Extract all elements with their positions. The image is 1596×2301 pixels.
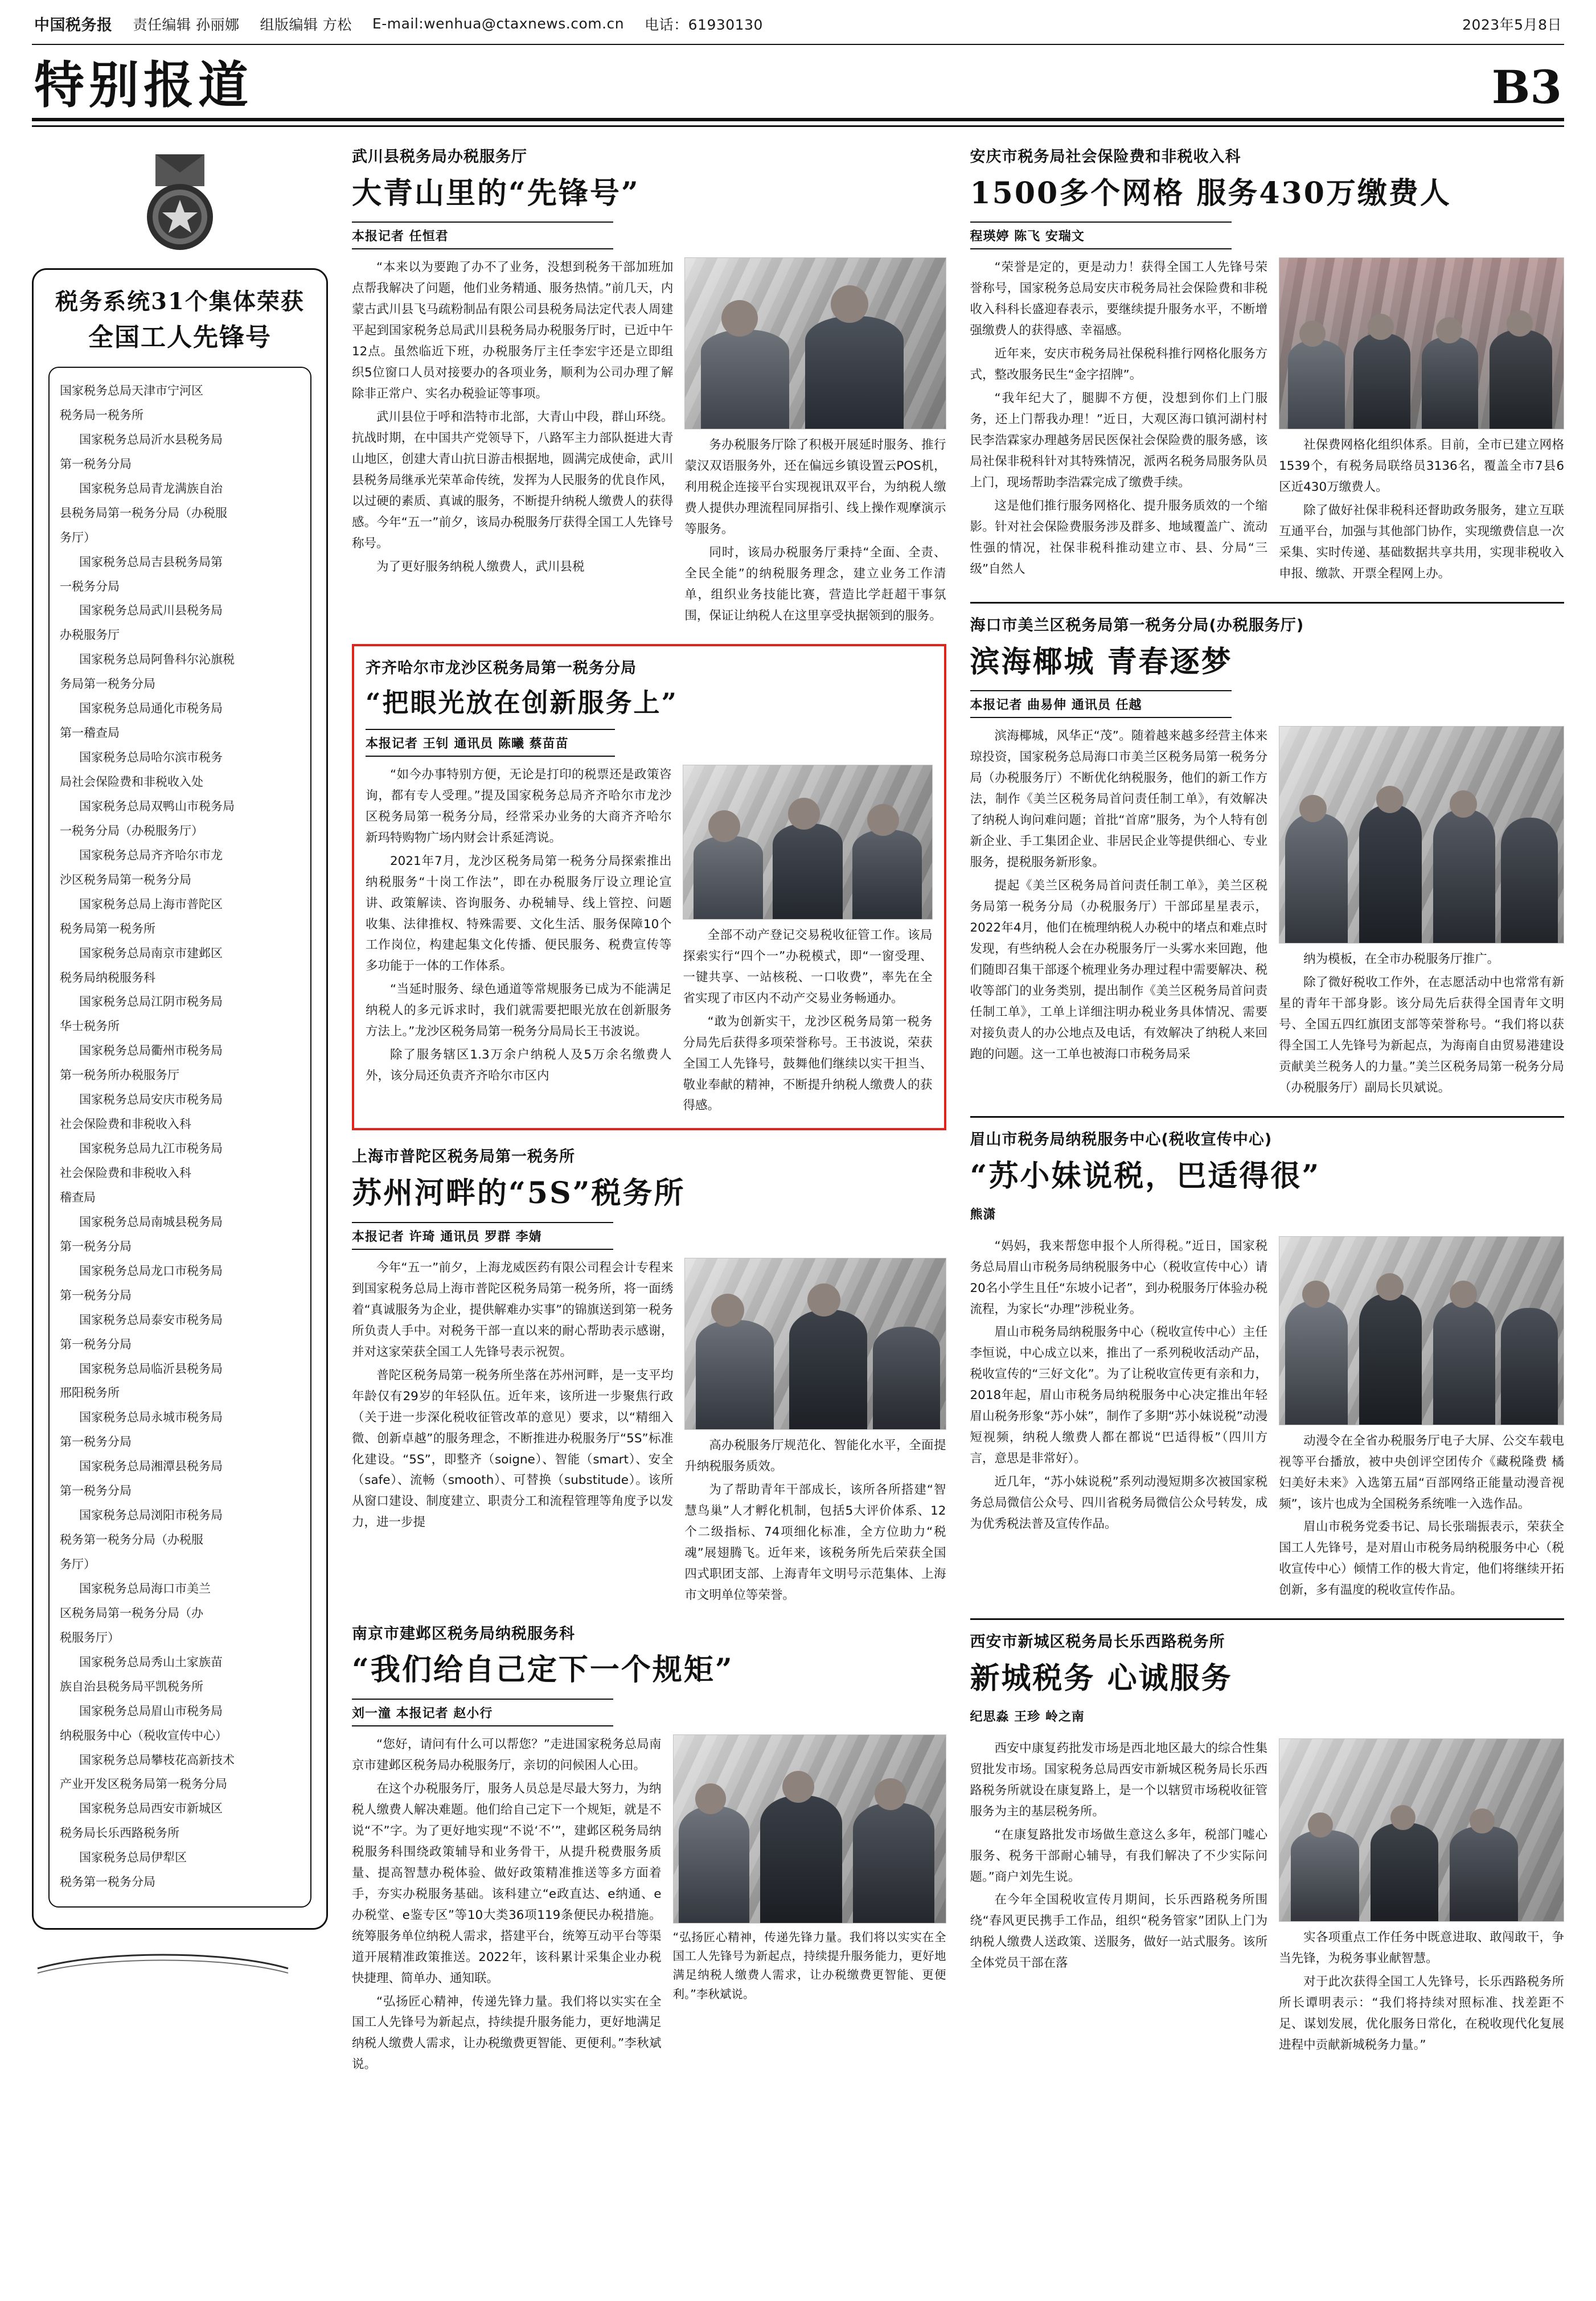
article-photo <box>673 1734 946 1923</box>
article-photo <box>1279 726 1564 944</box>
article-headline: 苏州河畔的“5S”税务所 <box>352 1176 686 1211</box>
article-kicker: 安庆市税务局社会保险费和非税收入科 <box>970 148 1241 166</box>
email-address: E-mail:wenhua@ctaxnews.com.cn <box>372 15 625 32</box>
paragraph: “您好，请问有什么可以帮您？”走进国家税务总局南京市建邺区税务局办税服务厅，亲切的问候困人心田。 <box>352 1737 662 1773</box>
article-meishan <box>970 1129 1565 1603</box>
article-body-with-photo <box>366 765 933 1119</box>
list-item: 社会保险费和非税收入科 <box>60 1166 191 1180</box>
paragraph: “妈妈，我来帮您申报个人所得税。”近日，国家税务总局眉山市税务局纳税服务中心（税收宣传中心）请20名小学生且任“东坡小记者”，到办税服务厅体验办税流程，为家长“办理”涉税业务。 <box>970 1238 1268 1316</box>
article-headline: “把眼光放在创新服务上” <box>366 687 678 718</box>
article-body-right <box>1279 949 1564 1099</box>
article-byline: 本报记者 许琦 通讯员 罗群 李婧 <box>352 1222 613 1250</box>
paragraph: “荣誉是定的，更是动力！获得全国工人先锋号荣誉称号，国家税务总局安庆市税务局社会保险费和非税收入科科长盛迎春表示，要继续提升服务水平，不断增强缴费人的获得感、幸福感。 <box>970 260 1268 338</box>
list-item: 国家税务总局沂水县税务局 <box>79 432 223 446</box>
page-number: B3 <box>1491 60 1562 114</box>
list-item: 第一税务分局 <box>60 1239 132 1253</box>
list-item: 税务局纳税服务科 <box>60 970 155 985</box>
article-nanjing <box>352 1623 946 2078</box>
list-item: 国家税务总局临沂县税务局 <box>79 1361 223 1376</box>
article-body-right <box>683 925 932 1117</box>
article-photo <box>684 1258 946 1430</box>
list-item: 族自治县税务局平凯税务所 <box>60 1679 203 1693</box>
list-item: 务厅） <box>60 530 96 544</box>
article-byline: 刘一潼 本报记者 赵小行 <box>352 1699 613 1726</box>
article-shanghai <box>352 1146 946 1608</box>
section-title: 特别报道 <box>34 55 253 114</box>
list-item: 第一税务分局 <box>60 457 132 471</box>
honor-roll-title <box>48 285 311 356</box>
list-item: 国家税务总局浏阳市税务局 <box>79 1508 223 1523</box>
paragraph: 实各项重点工作任务中既意进取、敢闯敢干，争当先锋，为税务事业献智慧。 <box>1279 1930 1564 1966</box>
article-body-right <box>1279 435 1564 585</box>
list-item: 务局第一税务分局 <box>60 677 155 691</box>
list-item: 国家税务总局永城市税务局 <box>79 1410 223 1425</box>
paragraph: 近几年，“苏小妹说税”系列动漫短期多次被国家税务总局微信公众号、四川省税务局微信公众号转发，成为优秀税法普及宣传作品。 <box>970 1475 1268 1532</box>
article-qiqihaer <box>352 644 946 1130</box>
article-xian <box>970 1631 1565 2058</box>
paragraph: 动漫令在全省办税服务厅电子大屏、公交车载电视等平台播放，被中央创评空团传介《藏税隆费 橘妇美好未来》入选第五届“百部网络正能量动漫音视频”，该片也成为全国税务系统唯一入选作品。 <box>1279 1433 1564 1511</box>
paragraph: 眉山市税务局纳税服务中心（税收宣传中心）主任李恒说，中心成立以来，推出了一系列税收活动产品，税收宣传的“三好文化”。为了让税收宣传更有亲和力，2018年起，眉山市税务局纳税服务中心决定推出年轻眉山税务形象“苏小妹”，制作了多期“苏小妹说税”动漫短视频，纳税人缴费人都在都说“巴适得板”（四川方言，意思是非常好）。 <box>970 1325 1268 1466</box>
article-body-right <box>684 435 946 627</box>
list-item: 税务第一税务分局 <box>60 1875 155 1889</box>
article-byline: 本报记者 王钊 通讯员 陈曦 蔡苗苗 <box>366 729 615 757</box>
article-body-with-photo <box>352 1258 946 1609</box>
list-item: 国家税务总局湘潭县税务局 <box>79 1459 223 1474</box>
article-photo <box>1279 1738 1564 1922</box>
layout-editor: 组版编辑 方松 <box>260 16 352 33</box>
paragraph: 今年“五一”前夕，上海龙威医药有限公司程会计专程来到国家税务总局上海市普陀区税务局第一税务所，将一面绣着“真诚服务为企业，提供解难办实事”的锦旗送到第一税务所负责人手中。对税务干部一直以来的耐心帮助表示感谢，并对这家荣获全国工人先锋号表示祝贺。 <box>352 1260 674 1359</box>
list-item: 国家税务总局吉县税务局第 <box>79 555 223 569</box>
article-photo <box>1279 1236 1564 1425</box>
article-headline: 1500多个网格 服务430万缴费人 <box>970 175 1451 211</box>
list-item: 税务局一税务所 <box>60 408 143 422</box>
honor-roll-inner <box>48 367 311 1908</box>
section-divider <box>970 1618 1565 1620</box>
article-anqing <box>970 146 1565 587</box>
article-haikou <box>970 615 1565 1101</box>
paragraph: 2021年7月，龙沙区税务局第一税务分局探索推出纳税服务“十岗工作法”，即在办税服务厅设立理论宣讲、政策解读、咨询服务、办税辅导、线上管控、问题收集、法律推权、特殊需要、文化生活、服务保障10个工作岗位，构建起集文化传播、便民服务、税费宣传等多功能于一体的工作体系。 <box>366 854 672 974</box>
list-item: 国家税务总局南城县税务局 <box>79 1215 223 1229</box>
list-item: 国家税务总局齐齐哈尔市龙 <box>79 848 223 862</box>
paragraph: 纳为模板，在全市办税服务厅推广。 <box>1303 952 1500 967</box>
list-item: 国家税务总局泰安市税务局 <box>79 1312 223 1327</box>
left-rail <box>32 146 328 2093</box>
paragraph: “本来以为要跑了办不了业务，没想到税务干部加班加点帮我解决了问题，他们业务精通、服务热情。”前几天，内蒙古武川县飞马疏粉制品有限公司县税务局法定代表人周建平起到国家税务总局武川县税务局办税服务厅时，已近中午12点。虽然临近下班，办税服务厅主任李宏宇还是立即组织5位窗口人员对接要办的各项业务，顺利为公司办理了解除非正常户、实名办税验证等事项。 <box>352 260 674 401</box>
bottom-ornament <box>32 1945 328 1979</box>
responsible-editor: 责任编辑 孙丽娜 <box>133 16 240 33</box>
article-kicker: 眉山市税务局纳税服务中心(税收宣传中心) <box>970 1131 1273 1149</box>
list-item: 华士税务所 <box>60 1019 120 1033</box>
publication-name: 中国税务报 <box>34 17 113 34</box>
paragraph: 高办税服务厅规范化、智能化水平，全面提升纳税服务质效。 <box>684 1438 946 1474</box>
list-item: 务厅） <box>60 1557 96 1571</box>
list-item: 税务第一税务分局（办税服 <box>60 1533 203 1547</box>
article-body-left <box>970 1236 1268 1538</box>
paragraph: 务办税服务厅除了积极开展延时服务、推行蒙汉双语服务外，还在偏远乡镇设置云POS机，利用税企连接平台实现视讯双平台，为纳税人缴费人提供办理流程同屏指引、线上操作观摩演示等服务。 <box>684 438 946 537</box>
article-headline: 滨海椰城 青春逐梦 <box>970 644 1233 679</box>
section-divider <box>970 602 1565 604</box>
paragraph: 全部不动产登记交易税收征管工作。该局探索实行“四个一”办税模式，即“一窗受理、一键共享、一站核税、一口收费”，率先在全省实现了市区内不动产交易业务畅通办。 <box>683 928 933 1006</box>
article-photo <box>683 765 932 920</box>
paragraph: 在这个办税服务厅，服务人员总是尽最大努力，为纳税人缴费人解决难题。他们给自己定下一个规矩，就是不说“不”字。为了更好地实现“不说‘不’”，建邺区税务局纳税服务科围绕政策辅导和业务骨干，从提升税费服务质量、提高智慧办税体验、做好政策精准推送等多方面着手，夯实办税服务基础。该科建立“e政直达、e纳通、e办税堂、e鉴专区”等10大类36项119条便民办税措施。统筹服务单位纳税人需求，搭建平台，统筹互动平台等渠道开展精准政策推送。2022年，该科累计采集企业办税快捷理、简单办、通知联。 <box>352 1781 662 1986</box>
medal-emblem-icon <box>126 150 234 258</box>
paragraph: “弘扬匠心精神，传递先锋力量。我们将以实实在全国工人先锋号为新起点，持续提升服务能力，更好地满足纳税人缴费人需求，让办税缴费更智能、更便利。”李秋斌说。 <box>352 1994 662 2072</box>
middle-column <box>352 146 946 2093</box>
list-item: 沙区税务局第一税务分局 <box>60 872 191 887</box>
article-body-left <box>970 726 1268 1068</box>
paragraph: 为了更好服务纳税人缴费人，武川县税 <box>376 559 585 574</box>
paragraph: 除了微好税收工作外，在志愿活动中也常常有新星的青年干部身影。该分局先后获得全国青年文明号、全国五四红旗团支部等荣誉称号。“我们将以获得全国工人先锋号为新起点，为海南自由贸易港建设贡献美兰税务人的力量。”美兰区税务局第一税务分局（办税服务厅）副局长贝斌说。 <box>1279 975 1564 1096</box>
list-item: 国家税务总局哈尔滨市税务 <box>79 750 223 765</box>
paragraph: “敢为创新实干，龙沙区税务局第一税务分局先后获得多项荣誉称号。王书波说，荣获全国工人先锋号，鼓舞他们继续以实干担当、敬业奉献的精神，不断提升纳税人缴费人的获得感。 <box>683 1014 933 1113</box>
list-item: 税务局长乐西路税务所 <box>60 1826 179 1840</box>
list-item: 稽查局 <box>60 1190 96 1204</box>
article-body-with-photo <box>352 1734 946 2078</box>
article-headline: 新城税务 心诚服务 <box>970 1661 1233 1696</box>
list-item: 邢阳税务所 <box>60 1386 120 1400</box>
article-kicker: 齐齐哈尔市龙沙区税务局第一税务分局 <box>366 659 637 678</box>
list-item: 社会保险费和非税收入科 <box>60 1117 191 1131</box>
list-item: 区税务局第一税务分局（办 <box>60 1606 203 1620</box>
list-item: 国家税务总局天津市宁河区 <box>60 384 203 397</box>
list-item: 国家税务总局安庆市税务局 <box>79 1093 223 1107</box>
paragraph: 除了服务辖区1.3万余户纳税人及5万余名缴费人外，该分局还负责齐齐哈尔市区内 <box>366 1048 672 1084</box>
article-wuchuan <box>352 146 946 629</box>
article-body-left <box>352 1258 673 1536</box>
masthead <box>32 0 1564 45</box>
paragraph: “在康复路批发市场做生意这么多年，税部门嘘心服务、税务干部耐心辅导，有我们解决了不少实际问题。”商户刘先生说。 <box>970 1827 1268 1884</box>
honor-roll-box <box>32 268 328 1930</box>
article-headline: “我们给自己定下一个规矩” <box>352 1652 734 1688</box>
paragraph: 近年来，安庆市税务局社保税科推行网格化服务方式，整改服务民生“金字招牌”。 <box>970 347 1268 383</box>
article-kicker: 西安市新城区税务局长乐西路税务所 <box>970 1633 1225 1651</box>
section-divider <box>970 1116 1565 1118</box>
list-item: 第一税务所办税服务厅 <box>60 1068 179 1082</box>
article-body-right <box>1279 1431 1564 1602</box>
article-body-left <box>970 257 1268 583</box>
paragraph: 提起《美兰区税务局首问责任制工单》，美兰区税务局第一税务分局（办税服务厅）干部邱星星表示，2022年4月，他们在梳理纳税人办税中的堵点和难点时发现，有些纳税人会在办税服务厅一头雾水来回跑，他们随即召集干部逐个梳理业务办理过程中需要解决、税收等部门的业务类别，提出制作《美兰区税务局首问责任制工单》，工单上详细注明办税业务具体情况、需要对接负责人的办公地点及电话，有效解决了纳税人来回跑的问题。这一工单也被海口市税务局采 <box>970 879 1268 1061</box>
article-body-with-photo <box>970 1236 1565 1604</box>
list-item: 国家税务总局通化市税务局 <box>79 702 223 716</box>
article-byline: 本报记者 曲易伸 通讯员 任越 <box>970 690 1232 718</box>
article-headline: “苏小妹说税，巴适得很” <box>970 1159 1321 1194</box>
list-item: 国家税务总局西安市新城区 <box>79 1802 223 1816</box>
article-body-right <box>684 1435 946 1606</box>
list-item: 一税务分局（办税服务厅） <box>60 823 203 838</box>
list-item: 第一税务分局 <box>60 1484 132 1498</box>
article-body-with-photo <box>970 1738 1565 2058</box>
list-item: 国家税务总局九江市税务局 <box>79 1142 223 1156</box>
article-kicker: 武川县税务局办税服务厅 <box>352 148 527 166</box>
list-item: 办税服务厅 <box>60 628 120 642</box>
article-body-with-photo <box>970 257 1565 587</box>
paragraph: 这是他们推行服务网格化、提升服务质效的一个缩影。针对社会保险费服务涉及群多、地域覆盖广、流动性强的情况，社保非税科推动建立市、县、分局“三级”自然人 <box>970 499 1268 576</box>
paragraph: 西安中康复药批发市场是西北地区最大的综合性集贸批发市场。国家税务总局西安市新城区税务局长乐西路税务所就设在康复路上，是一个以辖贸市场税收征管服务为主的基层税务所。 <box>970 1741 1268 1819</box>
list-item: 国家税务总局伊犁区 <box>79 1851 187 1865</box>
list-item: 国家税务总局攀枝花高新技术 <box>79 1753 235 1767</box>
list-item: 国家税务总局秀山土家族苗 <box>79 1655 223 1669</box>
list-item: 纳税服务中心（税收宣传中心） <box>60 1728 227 1742</box>
issue-date: 2023年5月8日 <box>1462 16 1562 33</box>
list-item: 第一税务分局 <box>60 1337 132 1351</box>
page-content <box>32 127 1564 2093</box>
list-item: 税务局第一税务所 <box>60 921 155 936</box>
article-kicker: 上海市普陀区税务局第一税务所 <box>352 1148 575 1166</box>
paragraph: “如今办事特别方便，无论是打印的税票还是政策咨询，都有专人受理。”提及国家税务总局齐齐哈尔市龙沙区税务局第一税务分局，经常采办业务的大商齐齐哈尔新玛特购物广场内财会计系延湾说。 <box>366 767 672 845</box>
list-item: 国家税务总局龙口市税务局 <box>79 1264 223 1278</box>
list-item: 国家税务总局南京市建邺区 <box>79 946 223 960</box>
list-item: 第一税务分局 <box>60 1435 132 1449</box>
article-photo <box>1279 257 1564 429</box>
list-item: 国家税务总局阿鲁科尔沁旗税 <box>79 653 235 667</box>
article-byline: 本报记者 任恒君 <box>352 222 613 249</box>
article-body-right <box>1279 1927 1564 2056</box>
article-body-with-photo <box>970 726 1565 1101</box>
list-item: 税服务厅） <box>60 1630 120 1644</box>
list-item: 一税务分局 <box>60 579 120 593</box>
list-item: 国家税务总局海口市美兰 <box>79 1581 211 1595</box>
article-headline: 大青山里的“先锋号” <box>352 175 640 211</box>
article-body-left <box>352 257 673 580</box>
list-item: 国家税务总局眉山市税务局 <box>79 1704 223 1718</box>
article-body-with-photo <box>352 257 946 629</box>
article-kicker: 海口市美兰区税务局第一税务分局(办税服务厅) <box>970 617 1304 635</box>
paragraph: “当延时服务、绿色通道等常规服务已成为不能满足纳税人的多元诉求时，我们就需要把眼光放在创新服务方法上。”龙沙区税务局第一税务分局局长王书波说。 <box>366 982 672 1039</box>
paragraph: 普陀区税务局第一税务所坐落在苏州河畔，是一支平均年龄仅有29岁的年轻队伍。近年来，该所进一步聚焦行政（关于进一步深化税收征管改革的意见）要求，以“精细入微、创新卓越”的服务理念，不断推进办税服务厅“5S”标准化建设。“5S”，即整齐（soigne）、智能（smart）、安全（safe）、流畅（smooth）、可替换（substitude）。该所从窗口建设、制度建立、职责分工和流程管理等角度予以发力，进一步提 <box>352 1368 674 1530</box>
honor-roll-list <box>60 379 300 1894</box>
list-item: 第一稽查局 <box>60 726 120 740</box>
list-item: 国家税务总局武川县税务局 <box>79 604 223 618</box>
article-body-left <box>970 1738 1268 1977</box>
list-item: 国家税务总局衢州市税务局 <box>79 1044 223 1058</box>
list-item: 产业开发区税务局第一税务分局 <box>60 1777 227 1791</box>
paragraph: 为了帮助青年干部成长，该所各所搭建“智慧鸟巢”人才孵化机制，包括5大评价体系、12个二级指标、74项细化标准，全方位助力“税魂”展翅腾飞。近年来，该税务所先后荣获全国四式职团支部、上海青年文明号示范集体、上海市文明单位等荣誉。 <box>684 1482 946 1602</box>
paragraph: 眉山市税务党委书记、局长张瑞振表示，荣获全国工人先锋号，是对眉山市税务局纳税服务中心（税收宣传中心）倾情工作的极大肯定，他们将继续开拓创新，多有温度的税收宣传作品。 <box>1279 1520 1564 1598</box>
paragraph: 同时，该局办税服务厅秉持“全面、全责、全民全能”的纳税服务理念，建立业务工作清单，组织业务技能比赛，营造比学赶超干事氛围，保证让纳税人在这里享受执据领到的服务。 <box>684 545 946 624</box>
paragraph: “我年纪大了，腿脚不方便，没想到你们上门服务，还上门帮我办理！”近日，大观区海口镇河湖村村民李浩霖家办理越务居民医保社会保险费的服务感，该局社保非税科针对其特殊情况，派两名税务局服务队员上门，现场帮助李浩霖完成了缴费手续。 <box>970 391 1268 490</box>
list-item: 国家税务总局双鸭山市税务局 <box>79 799 235 813</box>
list-item: 县税务局第一税务分局（办税服 <box>60 506 227 520</box>
list-item: 国家税务总局青龙满族自治 <box>79 481 223 495</box>
article-kicker: 南京市建邺区税务局纳税服务科 <box>352 1625 575 1643</box>
article-body-left <box>366 765 671 1090</box>
paragraph: 在今年全国税收宣传月期间，长乐西路税务所围绕“春风更民携手工作品，组织“税务管家”团队上门为纳税人缴费人送政策、送服务，做好一站式服务。该所全体党员干部在落 <box>970 1893 1268 1971</box>
article-byline: 纪思淼 王珍 岭之南 <box>970 1709 1085 1724</box>
article-byline: 程瑛婷 陈飞 安瑞文 <box>970 222 1232 249</box>
paragraph: 社保费网格化组织体系。目前，全市已建立网格1539个，有税务局联络员3136名，覆盖全市7县6区近430万缴费人。 <box>1279 438 1564 495</box>
list-item: 国家税务总局江阴市税务局 <box>79 995 223 1009</box>
paragraph: 除了做好社保非税科还督助政务服务，建立互联互通平台，加强与其他部门协作，实现缴费信息一次采集、实时传递、基础数据共享共用，实现非税收入申报、缴款、开票全程网上办。 <box>1279 503 1564 581</box>
paragraph: 对于此次获得全国工人先锋号，长乐西路税务所所长谭明表示：“我们将持续对照标准、找差距不足、谋划发展，优化服务日常化，在税收现代化复展进程中贡献新城税务力量。” <box>1279 1974 1564 2052</box>
article-byline: 熊潇 <box>970 1207 996 1222</box>
honor-title-line1: 税务系统31个集体荣获 <box>55 288 305 315</box>
list-item: 国家税务总局上海市普陀区 <box>79 897 223 911</box>
section-header <box>32 45 1564 121</box>
photo-caption: “弘扬匠心精神，传递先锋力量。我们将以实实在全国工人先锋号为新起点，持续提升服务能力，更好地满足纳税人缴费人需求，让办税缴费更智能、更便利。”李秋斌说。 <box>672 1930 946 2001</box>
list-item: 局社会保险费和非税收入处 <box>60 775 203 789</box>
article-body-left <box>352 1734 662 2078</box>
article-photo <box>684 257 946 429</box>
right-column <box>970 146 1565 2093</box>
paragraph: 武川县位于呼和浩特市北部，大青山中段，群山环绕。抗战时期，在中国共产党领导下，八路军主力部队挺进大青山地区，创建大青山抗日游击根据地，圆满完成使命，武川县税务局继承光荣革命传统，发挥为人民服务的优良作风，以过硬的素质、真诚的服务，不断提升纳税人缴费人的获得感。今年“五一”前夕，该局办税服务厅获得全国工人先锋号称号。 <box>352 410 674 551</box>
paragraph: 滨海椰城，风华正“茂”。随着越来越多经营主体来琼投资，国家税务总局海口市美兰区税务局第一税务分局（办税服务厅）不断优化纳税服务，他们的新工作方法，制作《美兰区税务局首问责任制工单》，有效解决了纳税人询问难问题；首批“首席”服务，为个人特有创新企业、手工集团企业、非居民企业等提供细心、专业服务，提税服务新形象。 <box>970 729 1268 870</box>
honor-title-line2: 全国工人先锋号 <box>88 323 272 352</box>
list-item: 第一税务分局 <box>60 1288 132 1302</box>
phone-number: 电话：61930130 <box>645 16 763 33</box>
